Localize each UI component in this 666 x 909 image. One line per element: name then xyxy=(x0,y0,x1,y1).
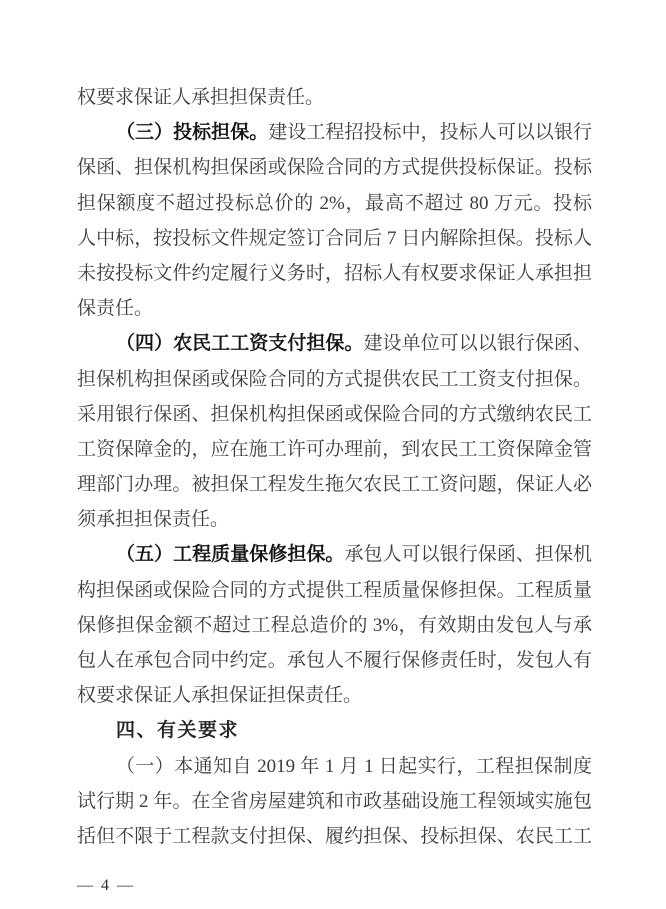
text-line xyxy=(77,186,592,221)
line-text: 采用银行保函、担保机构担保函或保险合同的方式缴纳农民工 xyxy=(77,403,592,425)
line-text: 担保机构担保函或保险合同的方式提供农民工工资支付担保。 xyxy=(77,368,592,390)
line-text: 保责任。 xyxy=(77,298,154,320)
line-text: 理部门办理。被担保工程发生拖欠农民工工资问题，保证人必 xyxy=(77,474,592,496)
text-line xyxy=(77,256,592,291)
section-heading-wage-payment-bond: （四）农民工工资支付担保。 xyxy=(115,333,364,355)
line-text: 括但不限于工程款支付担保、履约担保、投标担保、农民工工 xyxy=(77,825,592,847)
text-line xyxy=(77,150,592,185)
paragraph-heading-line-4 xyxy=(77,326,592,361)
text-line xyxy=(77,784,592,819)
line-text: 试行期 2 年。在全省房屋建筑和市政基础设施工程领域实施包 xyxy=(77,790,592,812)
text-line xyxy=(77,291,592,326)
text-line xyxy=(77,221,592,256)
section-heading-quality-warranty-bond: （五）工程质量保修担保。 xyxy=(115,544,345,566)
line-text: 担保额度不超过投标总价的 2%，最高不超过 80 万元。投标 xyxy=(77,192,592,214)
text-line xyxy=(77,80,592,115)
line-text: 承包人可以银行保函、担保机 xyxy=(344,544,592,566)
line-text: 人中标，按投标文件规定签订合同后 7 日内解除担保。投标人 xyxy=(77,227,592,249)
text-line xyxy=(77,432,592,467)
page-number: — 4 — xyxy=(77,877,135,894)
line-text: 包人在承包合同中约定。承包人不履行保修责任时，发包人有 xyxy=(77,650,592,671)
text-line xyxy=(77,573,592,608)
text-line xyxy=(77,397,592,432)
line-text: 建设工程招投标中，投标人可以以银行 xyxy=(268,122,592,144)
line-text: 未按投标文件约定履行义务时，招标人有权要求保证人承担担 xyxy=(77,262,592,284)
text-line xyxy=(77,643,592,678)
text-line xyxy=(77,678,592,713)
text-line xyxy=(77,502,592,537)
line-text: 权要求保证人承担保证担保责任。 xyxy=(77,685,363,707)
section-heading-bid-bond: （三）投标担保。 xyxy=(115,122,269,144)
paragraph-heading-line-3 xyxy=(77,115,592,150)
text-line xyxy=(77,467,592,502)
paragraph-heading-line-5 xyxy=(77,537,592,572)
line-text: 权要求保证人承担担保责任。 xyxy=(77,87,325,108)
line-text: 须承担担保责任。 xyxy=(77,509,230,531)
line-text: 构担保函或保险合同的方式提供工程质量保修担保。工程质量 xyxy=(77,579,592,601)
chapter-heading-text: 四、有关要求 xyxy=(115,720,239,742)
line-text: （一）本通知自 2019 年 1 月 1 日起实行，工程担保制度 xyxy=(115,755,592,777)
line-text: 保函、担保机构担保函或保险合同的方式提供投标保证。投标 xyxy=(77,157,592,179)
text-line xyxy=(77,608,592,643)
line-text: 建设单位可以以银行保函、 xyxy=(363,333,592,355)
document-body xyxy=(77,80,592,854)
chapter-heading-requirements xyxy=(77,713,592,748)
text-line xyxy=(77,819,592,854)
text-line xyxy=(77,362,592,397)
line-text: 保修担保金额不超过工程总造价的 3%，有效期由发包人与承 xyxy=(77,614,592,636)
paragraph-line-1 xyxy=(77,749,592,784)
line-text: 工资保障金的，应在施工许可办理前，到农民工工资保障金管 xyxy=(77,438,592,460)
